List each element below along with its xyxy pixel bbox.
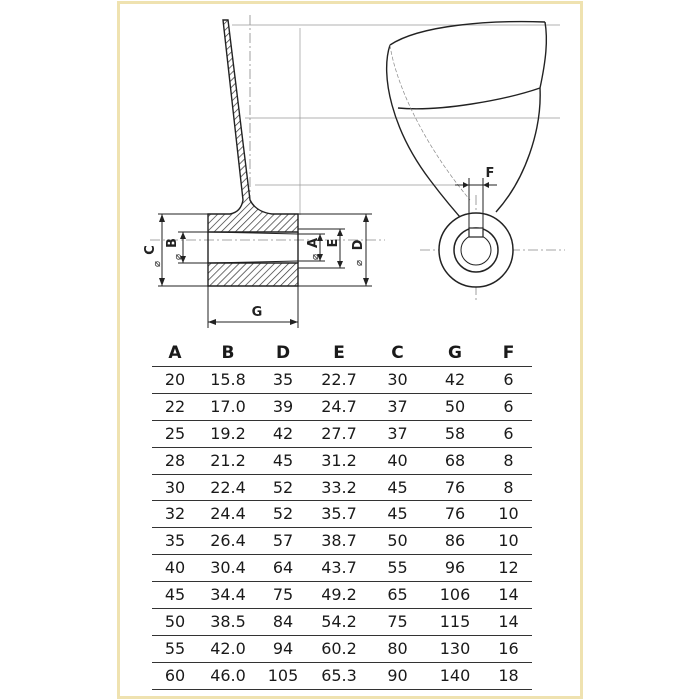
table-cell: 8 [503, 477, 514, 497]
table-cell: 18 [498, 665, 519, 685]
table-cell: 94 [272, 638, 294, 658]
table-cell: 16 [498, 638, 519, 658]
table-cell: 17.0 [210, 396, 246, 416]
header-b: B [221, 343, 235, 363]
table-cell: 52 [272, 477, 294, 497]
table-cell: 58 [444, 423, 466, 443]
table-cell: 20 [164, 369, 186, 389]
table-cell: 45 [387, 504, 408, 524]
table-cell: 42 [272, 423, 294, 443]
table-cell: 49.2 [321, 585, 357, 605]
table-cell: 10 [498, 504, 519, 524]
table-cell: 31.2 [321, 450, 357, 470]
table-cell: 34.4 [210, 585, 246, 605]
blade-section [208, 20, 298, 286]
table-cell: 40 [164, 558, 186, 578]
table-cell: 38.7 [321, 531, 357, 551]
table-cell: 60 [164, 665, 186, 685]
table-cell: 42 [444, 369, 466, 389]
table-cell: 10 [498, 531, 519, 551]
table-cell: 68 [444, 450, 466, 470]
header-e: E [333, 343, 345, 363]
dimensions-table [152, 340, 532, 690]
header-g: G [448, 343, 462, 363]
table-cell: 26.4 [210, 531, 246, 551]
table-cell: 22.7 [321, 369, 357, 389]
table-cell: 55 [164, 638, 186, 658]
table-cell: 90 [387, 665, 408, 685]
table-row [152, 474, 532, 501]
table-cell: 28 [164, 450, 186, 470]
table-cell: 54.2 [321, 611, 357, 631]
table-row [152, 420, 532, 447]
table-row [152, 447, 532, 474]
table-row [152, 501, 532, 528]
table-cell: 6 [503, 396, 514, 416]
table-cell: 60.2 [321, 638, 357, 658]
table-cell: 6 [503, 369, 514, 389]
table-cell: 15.8 [210, 369, 246, 389]
table-row [152, 393, 532, 420]
header-f: F [502, 343, 515, 363]
table-row [152, 555, 532, 582]
dim-label-e: E [326, 238, 341, 248]
dim-diameter-a: ⌀ [310, 253, 321, 261]
table-cell: 65.3 [321, 665, 357, 685]
table-cell: 12 [498, 558, 519, 578]
table-cell: 105 [267, 665, 299, 685]
table-cell: 50 [444, 396, 466, 416]
table-cell: 57 [272, 531, 294, 551]
table-cell: 38.5 [210, 611, 246, 631]
table-cell: 75 [272, 585, 294, 605]
table-cell: 76 [444, 504, 466, 524]
table-cell: 30.4 [210, 558, 246, 578]
table-cell: 33.2 [321, 477, 357, 497]
table-cell: 40 [387, 450, 408, 470]
table-cell: 52 [272, 504, 294, 524]
table-header-row [152, 340, 532, 367]
table-cell: 27.7 [321, 423, 357, 443]
table-cell: 115 [439, 611, 471, 631]
table-cell: 35 [272, 369, 294, 389]
dim-diameter-b: ⌀ [173, 253, 184, 261]
table-cell: 8 [503, 450, 514, 470]
table-cell: 43.7 [321, 558, 357, 578]
table-cell: 35.7 [321, 504, 357, 524]
technical-drawing [128, 8, 566, 338]
table-row [152, 662, 532, 689]
table-cell: 65 [387, 585, 408, 605]
dim-diameter-c: ⌀ [152, 260, 163, 268]
hub-front-view [439, 213, 513, 287]
dim-label-a: A [306, 237, 321, 249]
table-cell: 21.2 [210, 450, 246, 470]
table-row [152, 367, 532, 394]
table-cell: 75 [387, 611, 408, 631]
table-cell: 22 [164, 396, 186, 416]
table-cell: 37 [387, 423, 408, 443]
dim-label-b: B [165, 238, 180, 248]
table-cell: 80 [387, 638, 408, 658]
dim-label-c: C [143, 245, 158, 255]
table-cell: 46.0 [210, 665, 246, 685]
table-cell: 32 [164, 504, 186, 524]
table-cell: 19.2 [210, 423, 246, 443]
table-row [152, 609, 532, 636]
table-cell: 22.4 [210, 477, 246, 497]
table-cell: 35 [164, 531, 186, 551]
table-cell: 64 [272, 558, 294, 578]
table-row [152, 635, 532, 662]
table-cell: 50 [164, 611, 186, 631]
table-cell: 84 [272, 611, 294, 631]
table-cell: 25 [164, 423, 186, 443]
table-cell: 140 [439, 665, 471, 685]
dim-diameter-d: ⌀ [354, 259, 365, 267]
table-cell: 50 [387, 531, 408, 551]
table-cell: 24.7 [321, 396, 357, 416]
table-cell: 14 [498, 611, 519, 631]
table-cell: 30 [164, 477, 186, 497]
table-cell: 37 [387, 396, 408, 416]
table-cell: 14 [498, 585, 519, 605]
table-cell: 45 [272, 450, 294, 470]
table-row [152, 528, 532, 555]
table-cell: 42.0 [210, 638, 246, 658]
table-cell: 45 [164, 585, 186, 605]
dim-label-d: D [351, 239, 366, 251]
dim-label-f: F [485, 166, 495, 181]
table-row [152, 582, 532, 609]
table-cell: 106 [439, 585, 471, 605]
table-cell: 76 [444, 477, 466, 497]
table-cell: 55 [387, 558, 408, 578]
dim-label-g: G [251, 305, 263, 320]
header-c: C [391, 343, 404, 363]
table-cell: 39 [272, 396, 294, 416]
table-cell: 24.4 [210, 504, 246, 524]
table-cell: 30 [387, 369, 408, 389]
table-cell: 86 [444, 531, 466, 551]
table-cell: 96 [444, 558, 466, 578]
construction-lines [232, 25, 560, 215]
header-a: A [168, 343, 182, 363]
table-cell: 45 [387, 477, 408, 497]
table-cell: 130 [439, 638, 471, 658]
table-cell: 6 [503, 423, 514, 443]
header-d: D [275, 343, 291, 363]
